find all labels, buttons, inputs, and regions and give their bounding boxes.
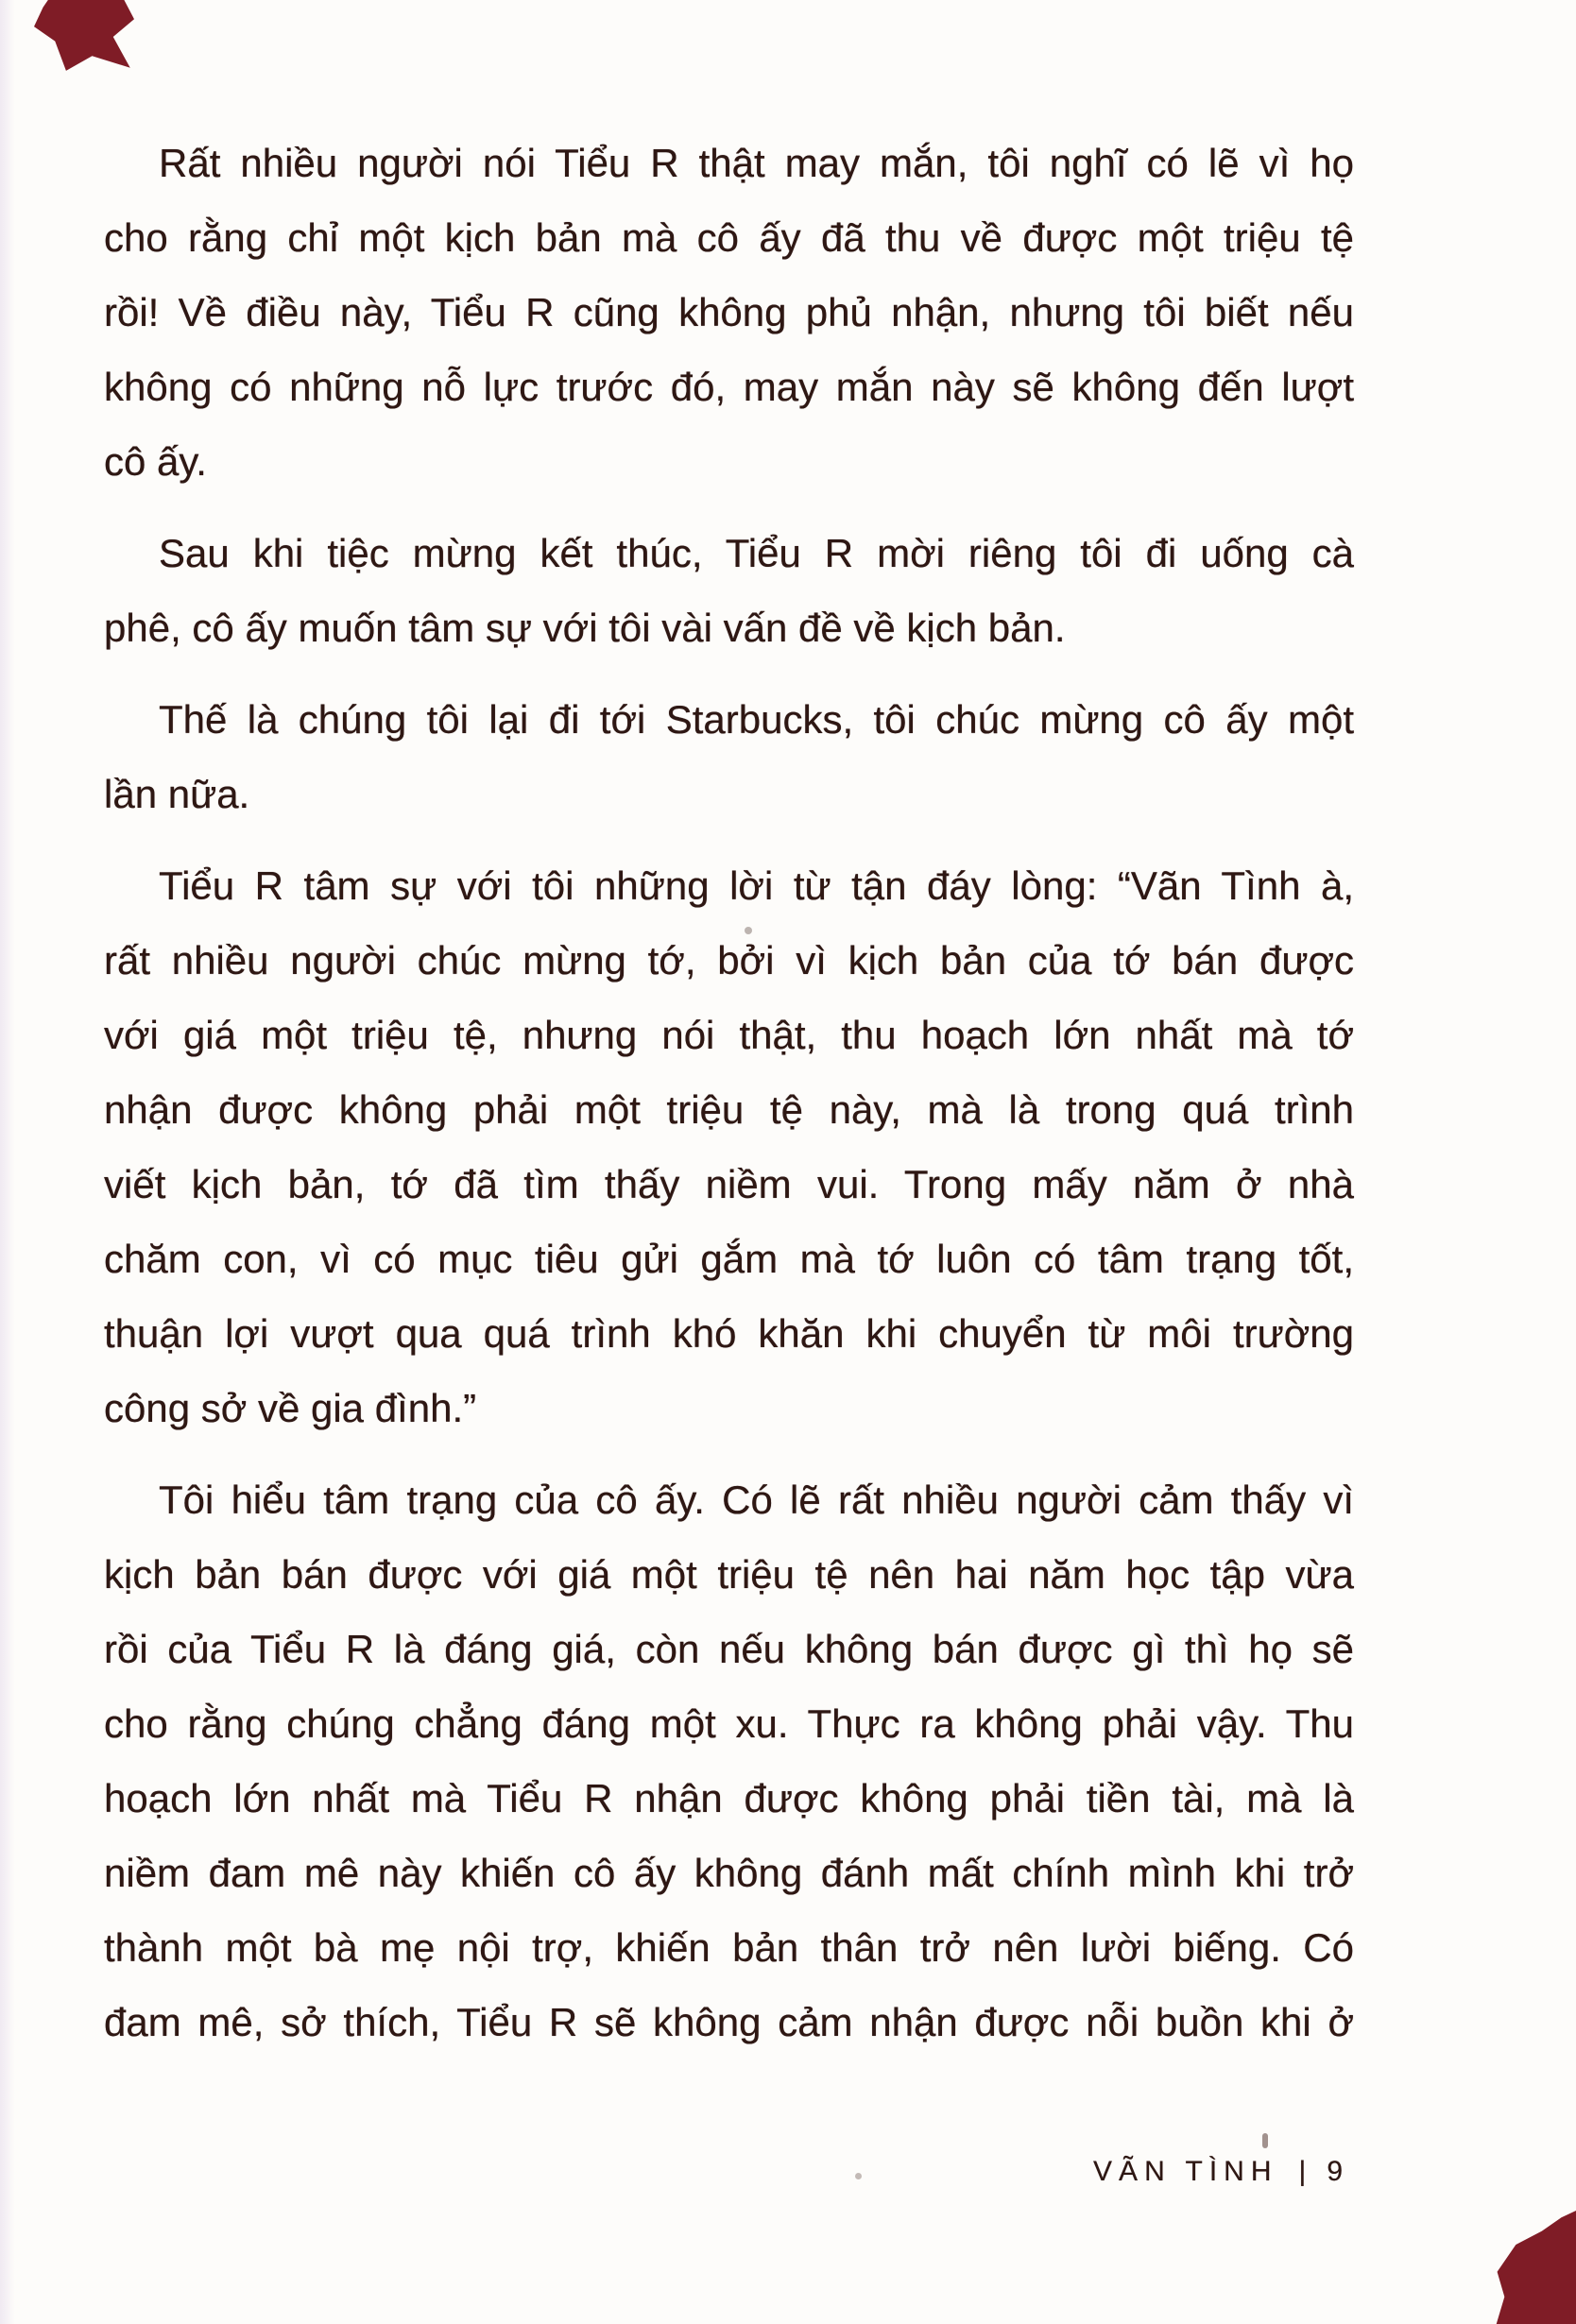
text-line: thành một bà mẹ nội trợ, khiến bản thân trở nên lười biếng. Có [104, 1925, 1354, 1970]
scan-speck [1262, 2133, 1268, 2148]
paragraph [104, 1462, 1354, 2059]
text-line: rồi! Về điều này, Tiểu R cũng không phủ nhận, nhưng tôi biết nếu [104, 290, 1354, 334]
text-line: cô ấy. [104, 439, 207, 484]
page-edge-tint [0, 0, 15, 2324]
paragraph [104, 516, 1354, 665]
text-line: chăm con, vì có mục tiêu gửi gắm mà tớ luôn có tâm trạng tốt, [104, 1237, 1354, 1281]
text-line: Tiểu R tâm sự với tôi những lời từ tận đáy lòng: “Vãn Tình à, [159, 863, 1354, 908]
paragraph [104, 682, 1354, 831]
text-line: rất nhiều người chúc mừng tớ, bởi vì kịch bản của tớ bán được [104, 938, 1354, 983]
scan-artifact-bottom-right [1495, 2211, 1576, 2324]
text-line: không có những nỗ lực trước đó, may mắn này sẽ không đến lượt [104, 365, 1354, 409]
text-line: hoạch lớn nhất mà Tiểu R nhận được không phải tiền tài, mà là [104, 1776, 1354, 1820]
text-line: thuận lợi vượt qua quá trình khó khăn khi chuyển từ môi trường [104, 1311, 1354, 1356]
text-line: lần nữa. [104, 772, 250, 816]
text-line: kịch bản bán được với giá một triệu tệ nên hai năm học tập vừa [104, 1552, 1354, 1597]
scan-artifact-top-left [34, 0, 134, 74]
text-line: niềm đam mê này khiến cô ấy không đánh mất chính mình khi trở [104, 1851, 1354, 1895]
text-line: cho rằng chúng chẳng đáng một xu. Thực ra không phải vậy. Thu [104, 1701, 1354, 1746]
text-line: với giá một triệu tệ, nhưng nói thật, thu hoạch lớn nhất mà tớ [104, 1013, 1354, 1057]
scan-speck [855, 2173, 862, 2179]
page-footer [1093, 2156, 1349, 2188]
paragraph [104, 848, 1354, 1445]
text-line: nhận được không phải một triệu tệ này, mà là trong quá trình [104, 1087, 1354, 1132]
footer-page-number: 9 [1327, 2156, 1349, 2187]
text-line: Tôi hiểu tâm trạng của cô ấy. Có lẽ rất nhiều người cảm thấy vì [159, 1478, 1354, 1522]
body-paragraphs [104, 126, 1354, 2059]
text-line: cho rằng chỉ một kịch bản mà cô ấy đã thu về được một triệu tệ [104, 215, 1354, 260]
text-line: rồi của Tiểu R là đáng giá, còn nếu không bán được gì thì họ sẽ [104, 1627, 1354, 1671]
text-line: Rất nhiều người nói Tiểu R thật may mắn, tôi nghĩ có lẽ vì họ [159, 141, 1354, 185]
text-line: Sau khi tiệc mừng kết thúc, Tiểu R mời riêng tôi đi uống cà [159, 531, 1354, 575]
paragraph [104, 126, 1354, 499]
text-line: Thế là chúng tôi lại đi tới Starbucks, tôi chúc mừng cô ấy một [159, 697, 1354, 742]
text-line: viết kịch bản, tớ đã tìm thấy niềm vui. Trong mấy năm ở nhà [104, 1162, 1354, 1206]
footer-separator: | [1298, 2156, 1307, 2187]
text-line: phê, cô ấy muốn tâm sự với tôi vài vấn đề về kịch bản. [104, 606, 1066, 650]
text-line: đam mê, sở thích, Tiểu R sẽ không cảm nhận được nỗi buồn khi ở [104, 2000, 1354, 2044]
text-line: công sở về gia đình.” [104, 1386, 477, 1430]
footer-author: VÃN TÌNH [1093, 2156, 1278, 2187]
